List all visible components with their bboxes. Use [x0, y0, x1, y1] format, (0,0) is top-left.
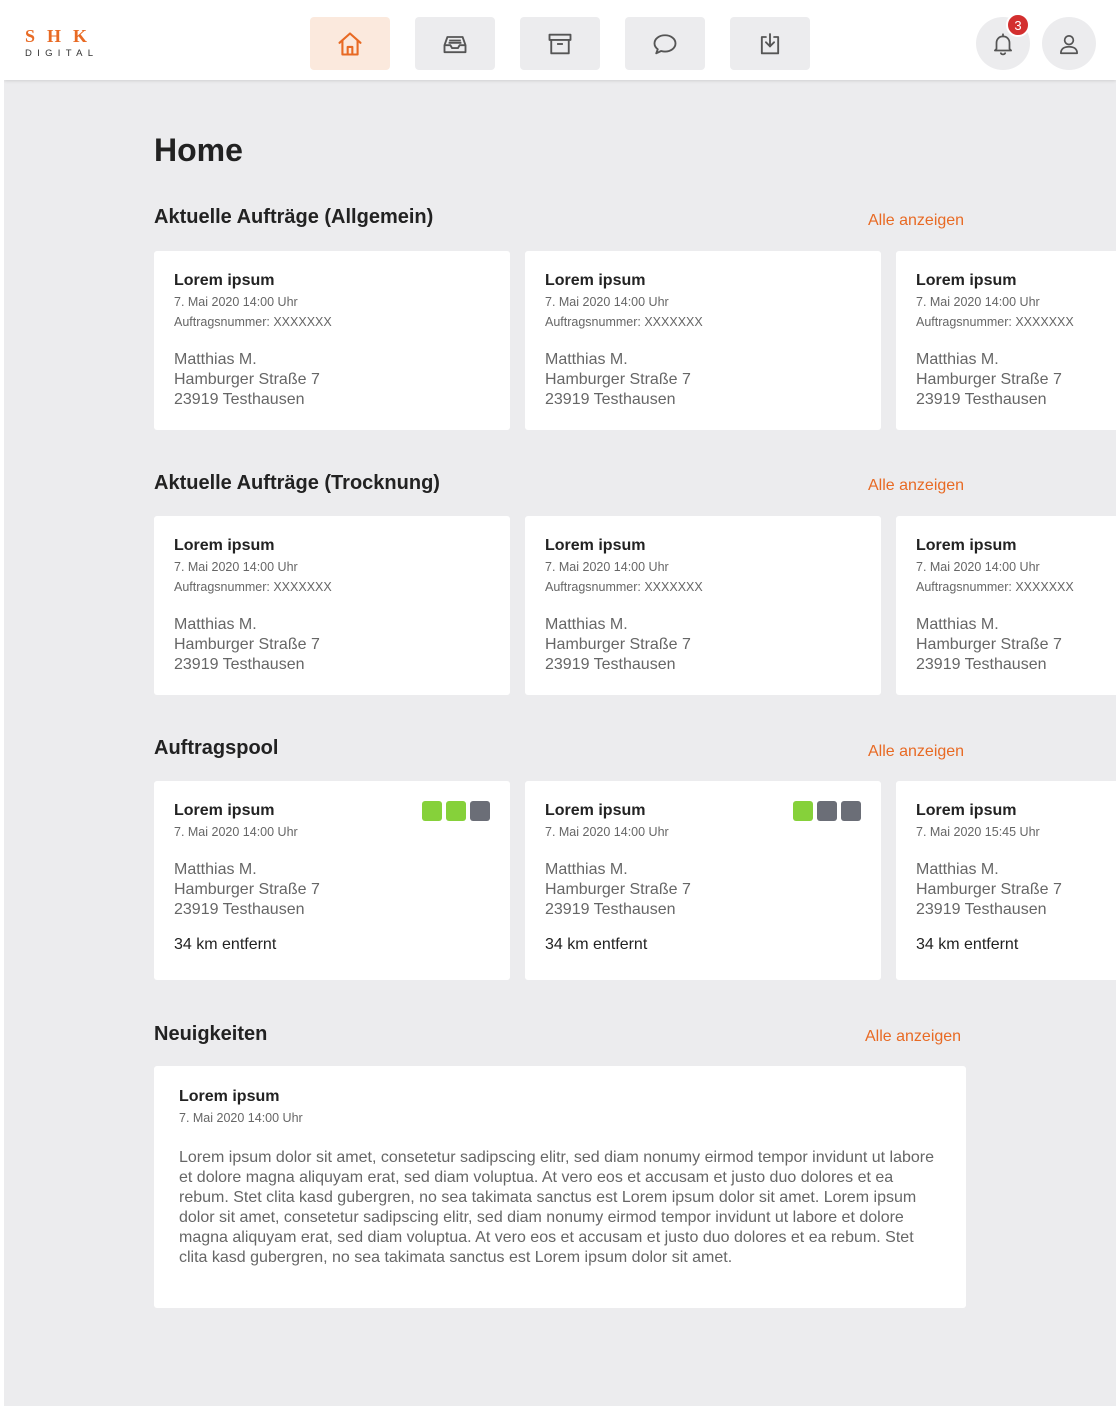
status-square [817, 801, 837, 821]
card-title: Lorem ipsum [545, 802, 646, 819]
card-date: 7. Mai 2020 14:00 Uhr [174, 560, 298, 574]
card-city: 23919 Testhausen [174, 656, 305, 673]
status-square [446, 801, 466, 821]
pool-card[interactable] [525, 781, 881, 980]
card-city: 23919 Testhausen [916, 391, 1047, 408]
card-street: Hamburger Straße 7 [916, 881, 1062, 898]
order-card[interactable] [525, 251, 881, 430]
section-title-general: Aktuelle Aufträge (Allgemein) [154, 206, 434, 228]
card-city: 23919 Testhausen [174, 391, 305, 408]
card-distance: 34 km entfernt [916, 936, 1019, 953]
card-title: Lorem ipsum [174, 272, 275, 289]
status-square [470, 801, 490, 821]
order-card[interactable] [896, 251, 1116, 430]
status-square [793, 801, 813, 821]
top-bar [4, 0, 1116, 80]
nav-home-button[interactable] [310, 17, 390, 70]
card-order-number: Auftragsnummer: XXXXXXX [545, 580, 703, 594]
card-title: Lorem ipsum [916, 802, 1017, 819]
card-date: 7. Mai 2020 14:00 Uhr [916, 560, 1040, 574]
archive-icon [546, 30, 574, 58]
card-title: Lorem ipsum [545, 272, 646, 289]
download-icon [756, 30, 784, 58]
logo-main-text: SHK [25, 26, 100, 46]
section-title-pool: Auftragspool [154, 737, 279, 759]
card-distance: 34 km entfernt [174, 936, 277, 953]
card-order-number: Auftragsnummer: XXXXXXX [174, 580, 332, 594]
card-customer-name: Matthias M. [174, 616, 257, 633]
show-all-general-link[interactable]: Alle anzeigen [868, 212, 965, 229]
pool-card[interactable] [896, 781, 1116, 980]
order-card[interactable] [154, 251, 510, 430]
card-customer-name: Matthias M. [545, 861, 628, 878]
home-icon [336, 30, 364, 58]
notifications-button[interactable] [976, 17, 1030, 70]
card-customer-name: Matthias M. [174, 351, 257, 368]
card-title: Lorem ipsum [174, 537, 275, 554]
card-customer-name: Matthias M. [174, 861, 257, 878]
status-square [422, 801, 442, 821]
card-street: Hamburger Straße 7 [174, 636, 320, 653]
pool-card[interactable] [154, 781, 510, 980]
inbox-icon [441, 30, 469, 58]
card-street: Hamburger Straße 7 [916, 636, 1062, 653]
order-card[interactable] [896, 516, 1116, 695]
card-date: 7. Mai 2020 14:00 Uhr [545, 295, 669, 309]
news-card[interactable] [154, 1066, 966, 1308]
app-frame [4, 0, 1116, 1406]
card-title: Lorem ipsum [174, 802, 275, 819]
card-distance: 34 km entfernt [545, 936, 648, 953]
show-all-drying-link[interactable]: Alle anzeigen [868, 477, 965, 494]
card-city: 23919 Testhausen [545, 901, 676, 918]
card-order-number: Auftragsnummer: XXXXXXX [174, 315, 332, 329]
card-date: 7. Mai 2020 14:00 Uhr [545, 825, 669, 839]
show-all-news-link[interactable]: Alle anzeigen [865, 1028, 962, 1045]
card-title: Lorem ipsum [545, 537, 646, 554]
chat-icon [651, 30, 679, 58]
status-indicator [793, 801, 861, 821]
card-date: 7. Mai 2020 14:00 Uhr [174, 825, 298, 839]
card-city: 23919 Testhausen [545, 656, 676, 673]
logo-sub-text: DIGITAL [25, 48, 99, 59]
news-date: 7. Mai 2020 14:00 Uhr [179, 1111, 303, 1125]
page-title: Home [154, 132, 243, 168]
section-title-news: Neuigkeiten [154, 1023, 268, 1045]
card-order-number: Auftragsnummer: XXXXXXX [916, 315, 1074, 329]
card-date: 7. Mai 2020 14:00 Uhr [174, 295, 298, 309]
card-city: 23919 Testhausen [916, 901, 1047, 918]
card-street: Hamburger Straße 7 [174, 371, 320, 388]
card-date: 7. Mai 2020 14:00 Uhr [545, 560, 669, 574]
card-street: Hamburger Straße 7 [545, 881, 691, 898]
card-street: Hamburger Straße 7 [545, 636, 691, 653]
nav-inbox-button[interactable] [415, 17, 495, 70]
card-customer-name: Matthias M. [545, 351, 628, 368]
card-city: 23919 Testhausen [545, 391, 676, 408]
card-street: Hamburger Straße 7 [545, 371, 691, 388]
nav-download-button[interactable] [730, 17, 810, 70]
card-customer-name: Matthias M. [916, 616, 999, 633]
card-title: Lorem ipsum [916, 537, 1017, 554]
card-order-number: Auftragsnummer: XXXXXXX [545, 315, 703, 329]
card-city: 23919 Testhausen [174, 901, 305, 918]
card-date: 7. Mai 2020 14:00 Uhr [916, 295, 1040, 309]
news-title: Lorem ipsum [179, 1088, 280, 1105]
card-customer-name: Matthias M. [545, 616, 628, 633]
order-card[interactable] [525, 516, 881, 695]
nav-chat-button[interactable] [625, 17, 705, 70]
news-body: Lorem ipsum dolor sit amet, consetetur sadipscing elitr, sed diam nonumy eirmod tempor invidunt ut labore et dolore magna aliquyam erat, sed diam voluptua. At vero eos et accusam et justo duo dolores et ea rebum. Stet clita kasd gubergren, no sea takimata sanctus est Lorem ipsum dolor sit amet. Lorem ipsum dolor sit amet, consetetur sadipscing elitr, sed diam nonumy eirmod tempor invidunt ut labore et dolore magna aliquyam erat, sed diam voluptua. At vero eos et accusam et justo duo dolores et ea rebum. Stet clita kasd gubergren, no sea takimata sanctus est Lorem ipsum dolor sit amet. [179, 1149, 935, 1266]
nav-archive-button[interactable] [520, 17, 600, 70]
card-customer-name: Matthias M. [916, 861, 999, 878]
notification-count-badge: 3 [1006, 13, 1030, 37]
show-all-pool-link[interactable]: Alle anzeigen [868, 743, 965, 760]
logo[interactable] [25, 26, 99, 59]
user-icon [1056, 31, 1082, 57]
card-street: Hamburger Straße 7 [174, 881, 320, 898]
profile-button[interactable] [1042, 17, 1096, 70]
order-card[interactable] [154, 516, 510, 695]
card-title: Lorem ipsum [916, 272, 1017, 289]
card-order-number: Auftragsnummer: XXXXXXX [916, 580, 1074, 594]
card-customer-name: Matthias M. [916, 351, 999, 368]
status-indicator [422, 801, 490, 821]
card-city: 23919 Testhausen [916, 656, 1047, 673]
card-date: 7. Mai 2020 15:45 Uhr [916, 825, 1040, 839]
card-street: Hamburger Straße 7 [916, 371, 1062, 388]
section-title-drying: Aktuelle Aufträge (Trocknung) [154, 472, 440, 494]
status-square [841, 801, 861, 821]
